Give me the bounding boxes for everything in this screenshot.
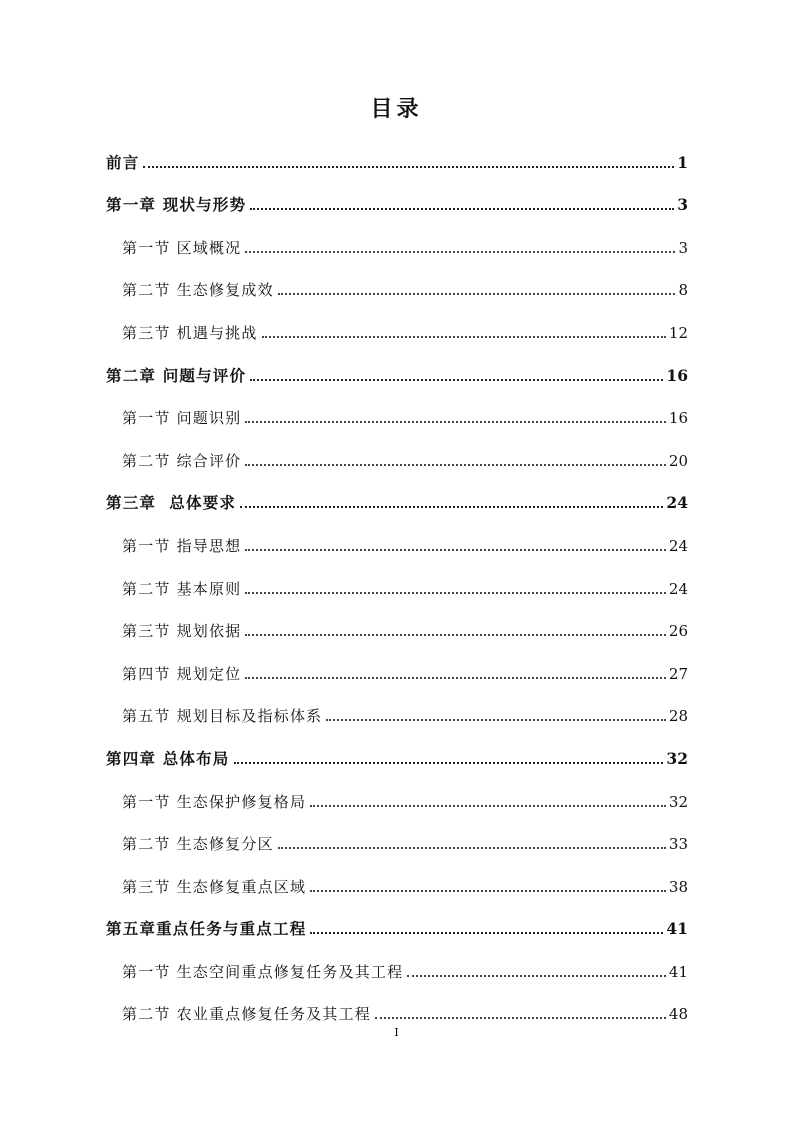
toc-page-number: 20 [668, 451, 688, 470]
toc-entry-title: 第二节 基本原则 [122, 579, 242, 598]
toc-entry-title: 第五节 规划目标及指标体系 [122, 707, 323, 726]
table-of-contents [106, 136, 688, 1030]
toc-section-entry[interactable] [106, 519, 688, 562]
toc-page-number: 26 [668, 622, 688, 641]
toc-entry-title: 第二章 问题与评价 [106, 365, 247, 385]
toc-dot-leader [278, 847, 666, 849]
toc-entry-title: 第一章 现状与形势 [106, 195, 247, 215]
toc-page-number: 41 [668, 962, 688, 981]
toc-page-number: 28 [668, 707, 688, 726]
toc-page-number: 32 [668, 792, 688, 811]
toc-page-number: 8 [678, 281, 688, 300]
toc-chapter-entry[interactable] [106, 136, 688, 179]
toc-page-number: 38 [668, 877, 688, 896]
toc-entry-title: 第二节 生态修复成效 [122, 281, 274, 300]
toc-page-number: 12 [668, 323, 688, 342]
toc-page-number: 1 [677, 152, 688, 172]
toc-entry-title: 第一节 指导思想 [122, 536, 242, 555]
toc-dot-leader [250, 379, 663, 381]
toc-dot-leader [245, 634, 666, 636]
toc-section-entry[interactable] [106, 306, 688, 349]
toc-entry-title: 第四章 总体布局 [106, 748, 230, 768]
toc-section-entry[interactable] [106, 605, 688, 648]
toc-entry-title: 第二节 农业重点修复任务及其工程 [122, 1005, 371, 1024]
toc-page-number: 16 [666, 365, 688, 385]
toc-entry-title: 前言 [106, 152, 140, 172]
toc-dot-leader [245, 592, 666, 594]
toc-chapter-entry[interactable] [106, 179, 688, 222]
toc-page-number: 27 [668, 664, 688, 683]
toc-page-number: 3 [677, 195, 688, 215]
toc-dot-leader [278, 293, 675, 295]
page-number: I [394, 1026, 399, 1039]
toc-entry-title: 第一节 生态保护修复格局 [122, 792, 307, 811]
toc-page-number: 41 [666, 919, 688, 939]
toc-entry-title: 第三节 规划依据 [122, 622, 242, 641]
page-title: 目录 [370, 96, 423, 122]
toc-page-number: 48 [668, 1005, 688, 1024]
toc-entry-title: 第一节 生态空间重点修复任务及其工程 [122, 962, 404, 981]
toc-dot-leader [250, 208, 674, 210]
toc-entry-title: 第三章 总体要求 [106, 493, 237, 513]
toc-dot-leader [326, 719, 666, 721]
toc-page-number: 24 [668, 579, 688, 598]
toc-entry-title: 第二节 生态修复分区 [122, 835, 274, 854]
toc-section-entry[interactable] [106, 775, 688, 818]
toc-section-entry[interactable] [106, 221, 688, 264]
toc-dot-leader [245, 677, 666, 679]
toc-dot-leader [310, 932, 663, 934]
toc-page-number: 3 [678, 238, 688, 257]
toc-entry-title: 第三节 机遇与挑战 [122, 323, 258, 342]
toc-entry-title: 第四节 规划定位 [122, 664, 242, 683]
toc-section-entry[interactable] [106, 647, 688, 690]
toc-section-entry[interactable] [106, 562, 688, 605]
toc-page-number: 33 [668, 835, 688, 854]
toc-page-number: 24 [666, 493, 688, 513]
toc-section-entry[interactable] [106, 434, 688, 477]
toc-chapter-entry[interactable] [106, 903, 688, 946]
toc-dot-leader [245, 464, 666, 466]
toc-section-entry[interactable] [106, 860, 688, 903]
toc-entry-title: 第二节 综合评价 [122, 451, 242, 470]
toc-page-number: 32 [666, 748, 688, 768]
toc-dot-leader [262, 336, 666, 338]
toc-entry-title: 第三节 生态修复重点区域 [122, 877, 307, 896]
toc-dot-leader [310, 890, 666, 892]
toc-entry-title: 第一节 区域概况 [122, 238, 242, 257]
toc-entry-title: 第五章重点任务与重点工程 [106, 919, 307, 939]
toc-dot-leader [143, 166, 674, 168]
toc-dot-leader [240, 506, 663, 508]
toc-section-entry[interactable] [106, 945, 688, 988]
toc-entry-title: 第一节 问题识别 [122, 409, 242, 428]
toc-dot-leader [310, 805, 666, 807]
toc-page-number: 16 [668, 409, 688, 428]
toc-section-entry[interactable] [106, 818, 688, 861]
toc-section-entry[interactable] [106, 264, 688, 307]
toc-page-number: 24 [668, 536, 688, 555]
toc-section-entry[interactable] [106, 690, 688, 733]
toc-dot-leader [407, 975, 666, 977]
toc-section-entry[interactable] [106, 392, 688, 435]
toc-chapter-entry[interactable] [106, 732, 688, 775]
toc-chapter-entry[interactable] [106, 477, 688, 520]
toc-dot-leader [375, 1017, 666, 1019]
toc-dot-leader [245, 421, 666, 423]
toc-section-entry[interactable] [106, 988, 688, 1031]
toc-dot-leader [245, 251, 675, 253]
toc-chapter-entry[interactable] [106, 349, 688, 392]
toc-dot-leader [234, 762, 664, 764]
toc-dot-leader [245, 549, 666, 551]
